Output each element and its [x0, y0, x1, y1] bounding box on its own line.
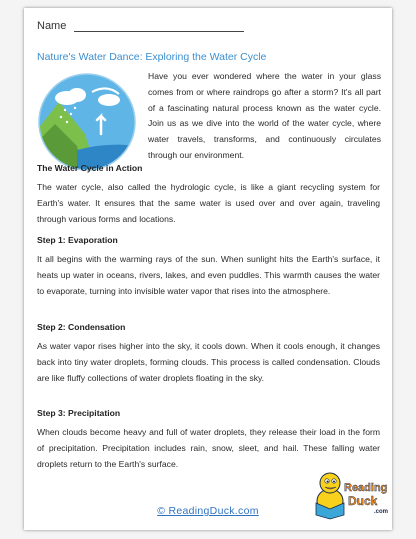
- section-heading: The Water Cycle in Action: [37, 163, 143, 173]
- section-heading: Step 2: Condensation: [37, 322, 126, 332]
- reading-duck-logo: [312, 463, 388, 523]
- svg-text:Duck: Duck: [348, 494, 378, 508]
- svg-text:Reading: Reading: [344, 482, 388, 494]
- name-label: Name: [37, 20, 67, 32]
- worksheet-title: Nature's Water Dance: Exploring the Water Cycle: [37, 51, 267, 63]
- intro-paragraph: Have you ever wondered where the water in your glass comes from or where raindrops go after a storm? It's all part of a fascinating natural process known as the water cycle. Join us as we dive into the world of the water cycle, where water travels, transforms, and continuously circulates through our environment.: [148, 71, 381, 160]
- section-text: When clouds become heavy and full of water droplets, they release their load in the form of precipitation. Precipitation includes rain, snow, sleet, and hail. These falling water droplets return to the Earth's surface.: [37, 427, 380, 469]
- section-text: The water cycle, also called the hydrologic cycle, is like a giant recycling system for Earth's water. It ensures that the same water is used over and over again, traveling through various forms and locations.: [37, 182, 380, 224]
- footer-link[interactable]: © ReadingDuck.com: [157, 505, 259, 517]
- water-cycle-illustration: [37, 72, 137, 172]
- name-field-line[interactable]: [74, 21, 244, 32]
- worksheet-page: [24, 8, 392, 530]
- section-text: As water vapor rises higher into the sky, it cools down. When it cools enough, it changes back into tiny water droplets, forming clouds. This process is called condensation. Clouds are like fluffy collections of water droplets floating in the sky.: [37, 341, 380, 383]
- section-heading: Step 1: Evaporation: [37, 235, 118, 245]
- section-text: It all begins with the warming rays of the sun. When sunlight hits the Earth's surface, it heats up water in oceans, rivers, lakes, and even puddles. This warmth causes the water to evaporate, turning into invisible water vapor that rises into the atmosphere.: [37, 254, 380, 296]
- name-row: [37, 20, 244, 32]
- section-heading: Step 3: Precipitation: [37, 408, 121, 418]
- svg-text:.com: .com: [374, 509, 388, 515]
